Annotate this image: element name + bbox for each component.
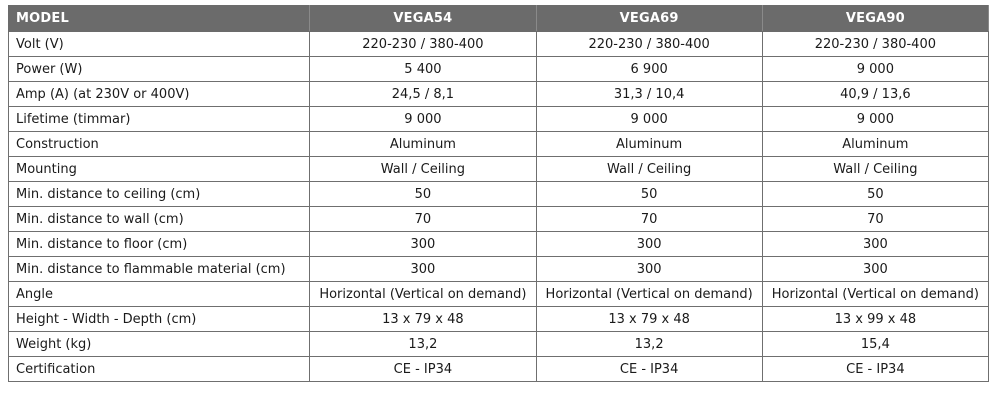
row-value: 13 x 79 x 48 — [536, 307, 762, 332]
row-value: 40,9 / 13,6 — [762, 82, 988, 107]
row-value: 300 — [762, 257, 988, 282]
row-value: 15,4 — [762, 332, 988, 357]
row-value: 13 x 79 x 48 — [310, 307, 536, 332]
row-value: 70 — [762, 207, 988, 232]
row-label: Min. distance to floor (cm) — [9, 232, 310, 257]
row-value: CE - IP34 — [310, 357, 536, 382]
row-value: 220-230 / 380-400 — [310, 32, 536, 57]
row-value: 13 x 99 x 48 — [762, 307, 988, 332]
table-row — [9, 157, 989, 182]
row-value: Aluminum — [536, 132, 762, 157]
row-value: 300 — [762, 232, 988, 257]
row-value: 50 — [310, 182, 536, 207]
row-label: Min. distance to wall (cm) — [9, 207, 310, 232]
row-label: Lifetime (timmar) — [9, 107, 310, 132]
row-value: 300 — [310, 257, 536, 282]
row-value: 9 000 — [762, 57, 988, 82]
row-label: Construction — [9, 132, 310, 157]
row-value: 13,2 — [536, 332, 762, 357]
row-label: Min. distance to ceiling (cm) — [9, 182, 310, 207]
row-value: 70 — [310, 207, 536, 232]
row-value: CE - IP34 — [536, 357, 762, 382]
table-row — [9, 207, 989, 232]
table-row — [9, 257, 989, 282]
table-row — [9, 82, 989, 107]
row-label: Height - Width - Depth (cm) — [9, 307, 310, 332]
row-value: 5 400 — [310, 57, 536, 82]
table-row — [9, 182, 989, 207]
row-value: Aluminum — [310, 132, 536, 157]
table-row — [9, 57, 989, 82]
row-value: Wall / Ceiling — [762, 157, 988, 182]
header-model-vega90: VEGA90 — [762, 6, 988, 32]
table-row — [9, 357, 989, 382]
row-label: Volt (V) — [9, 32, 310, 57]
header-model-vega69: VEGA69 — [536, 6, 762, 32]
row-value: 300 — [536, 257, 762, 282]
row-label: Amp (A) (at 230V or 400V) — [9, 82, 310, 107]
row-value: 9 000 — [310, 107, 536, 132]
row-label: Mounting — [9, 157, 310, 182]
table-row — [9, 332, 989, 357]
table-body — [9, 32, 989, 382]
row-value: 220-230 / 380-400 — [536, 32, 762, 57]
table-row — [9, 282, 989, 307]
row-label: Min. distance to flammable material (cm) — [9, 257, 310, 282]
row-value: 300 — [310, 232, 536, 257]
row-value: Aluminum — [762, 132, 988, 157]
header-label-model: MODEL — [9, 6, 310, 32]
row-value: Horizontal (Vertical on demand) — [310, 282, 536, 307]
table-row — [9, 132, 989, 157]
row-value: Horizontal (Vertical on demand) — [536, 282, 762, 307]
row-label: Weight (kg) — [9, 332, 310, 357]
row-value: 9 000 — [762, 107, 988, 132]
row-value: 13,2 — [310, 332, 536, 357]
table-row — [9, 232, 989, 257]
table-row — [9, 107, 989, 132]
table-row — [9, 307, 989, 332]
row-label: Power (W) — [9, 57, 310, 82]
row-value: 50 — [536, 182, 762, 207]
spec-table — [8, 5, 989, 382]
row-value: Wall / Ceiling — [310, 157, 536, 182]
row-value: CE - IP34 — [762, 357, 988, 382]
table-header — [9, 6, 989, 32]
row-value: 70 — [536, 207, 762, 232]
row-value: 31,3 / 10,4 — [536, 82, 762, 107]
row-value: 50 — [762, 182, 988, 207]
row-value: 300 — [536, 232, 762, 257]
row-value: 220-230 / 380-400 — [762, 32, 988, 57]
row-label: Angle — [9, 282, 310, 307]
header-row — [9, 6, 989, 32]
row-value: Wall / Ceiling — [536, 157, 762, 182]
row-value: 9 000 — [536, 107, 762, 132]
header-model-vega54: VEGA54 — [310, 6, 536, 32]
row-value: Horizontal (Vertical on demand) — [762, 282, 988, 307]
row-label: Certification — [9, 357, 310, 382]
table-row — [9, 32, 989, 57]
row-value: 6 900 — [536, 57, 762, 82]
row-value: 24,5 / 8,1 — [310, 82, 536, 107]
